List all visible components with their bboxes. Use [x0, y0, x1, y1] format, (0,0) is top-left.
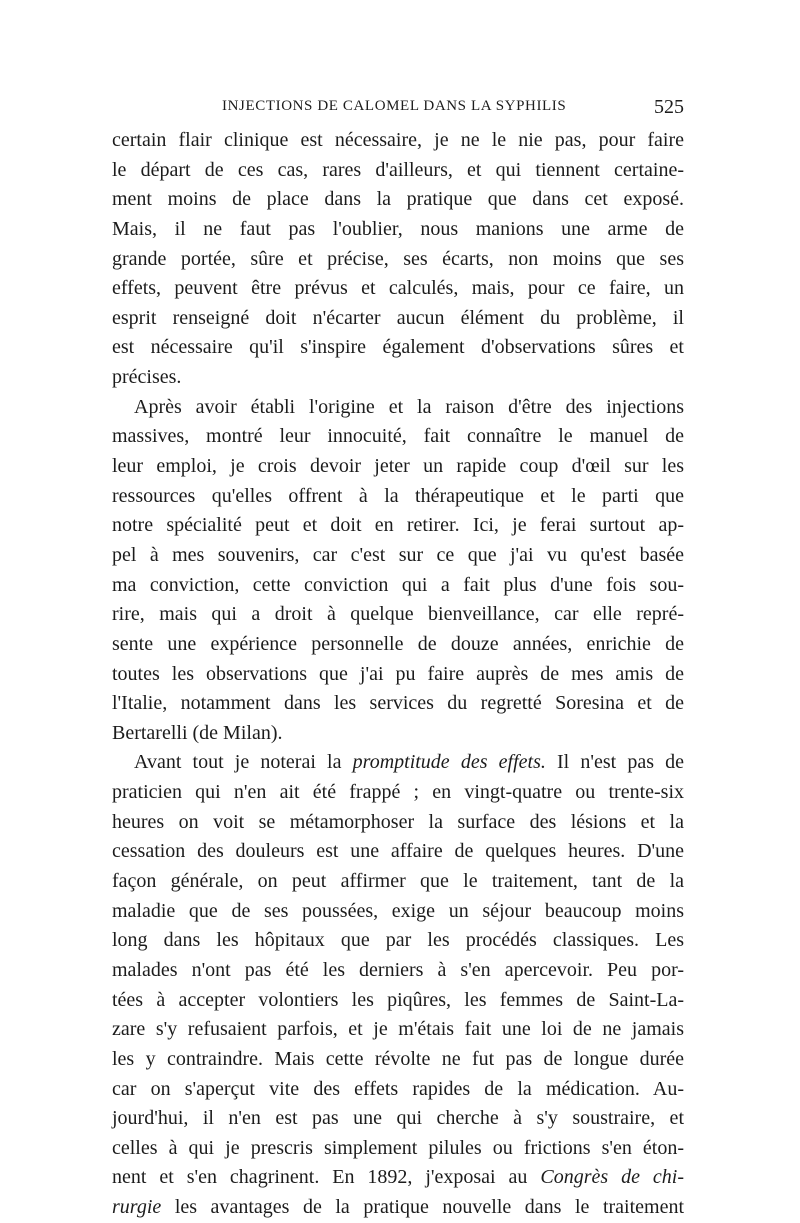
text-run: les avantages de la pratique nouvelle dans le traitement [174, 1196, 685, 1219]
text-line: zare s'y refusaient parfois, et je m'étais fait une loi de ne jamais [112, 1018, 684, 1041]
text-line: ressources qu'elles offrent à la thérapeutique et le parti que [112, 484, 684, 507]
text-line: celles à qui je prescris simplement pilules ou frictions s'en éton- [112, 1136, 684, 1159]
running-head [112, 96, 684, 120]
text-line: pel à mes souvenirs, car c'est sur ce que j'ai vu qu'est basée [112, 543, 684, 566]
text-line [112, 748, 684, 778]
italic-phrase: rurgie [112, 1196, 162, 1219]
text-line: ma conviction, cette conviction qui a fait plus d'une fois sou- [112, 573, 684, 596]
text-line: notre spécialité peut et doit en retirer. Ici, je ferai surtout ap- [112, 514, 684, 537]
text-line: rire, mais qui a droit à quelque bienveillance, car elle repré- [112, 603, 684, 626]
text-line: est nécessaire qu'il s'inspire également d'observations sûres et [112, 336, 684, 359]
text-line: les y contraindre. Mais cette révolte ne fut pas de longue durée [112, 1047, 684, 1070]
text-line [112, 1193, 684, 1223]
page-number: 525 [654, 96, 684, 118]
text-line: long dans les hôpitaux que par les procédés classiques. Les [112, 929, 684, 952]
text-line: ment moins de place dans la pratique que dans cet exposé. [112, 188, 684, 211]
paragraph-2 [112, 393, 684, 749]
text-line: tées à accepter volontiers les piqûres, les femmes de Saint-La- [112, 988, 684, 1011]
text-line: cessation des douleurs est une affaire de quelques heures. D'une [112, 840, 684, 863]
text-run: Il n'est pas de [557, 751, 685, 774]
italic-phrase: Congrès de chi- [540, 1166, 684, 1189]
text-line: Après avoir établi l'origine et la raison d'être des injections [134, 395, 684, 418]
italic-phrase: promptitude des effets. [352, 751, 546, 774]
text-line: leur emploi, je crois devoir jeter un rapide coup d'œil sur les [112, 455, 684, 478]
text-line [112, 1163, 684, 1193]
text-line: façon générale, on peut affirmer que le traitement, tant de la [112, 870, 684, 893]
text-run: Avant tout je noterai la [134, 751, 342, 774]
text-line: heures on voit se métamorphoser la surface des lésions et la [112, 810, 684, 833]
text-line: jourd'hui, il n'en est pas une qui cherche à s'y soustraire, et [112, 1107, 684, 1130]
body-text [112, 126, 684, 1223]
paragraph-1 [112, 126, 684, 393]
paragraph-3 [112, 748, 684, 1222]
text-line: le départ de ces cas, rares d'ailleurs, et qui tiennent certaine- [112, 158, 684, 181]
text-line: maladie que de ses poussées, exige un séjour beaucoup moins [112, 899, 684, 922]
text-line: sente une expérience personnelle de douze années, enrichie de [112, 632, 684, 655]
text-line: toutes les observations que j'ai pu faire auprès de mes amis de [112, 662, 684, 685]
text-line: malades n'ont pas été les derniers à s'en apercevoir. Peu por- [112, 958, 684, 981]
text-line: car on s'aperçut vite des effets rapides de la médication. Au- [112, 1077, 684, 1100]
text-line: massives, montré leur innocuité, fait connaître le manuel de [112, 425, 684, 448]
text-line: effets, peuvent être prévus et calculés, mais, pour ce faire, un [112, 277, 684, 300]
text-line: certain flair clinique est nécessaire, je ne le nie pas, pour faire [112, 129, 684, 151]
running-title: INJECTIONS DE CALOMEL DANS LA SYPHILIS [222, 98, 567, 114]
text-line: Bertarelli (de Milan). [112, 721, 283, 744]
text-line: Mais, il ne faut pas l'oublier, nous manions une arme de [112, 217, 684, 240]
text-line: esprit renseigné doit n'écarter aucun élément du problème, il [112, 306, 684, 329]
text-line: praticien qui n'en ait été frappé ; en vingt-quatre ou trente-six [112, 781, 684, 804]
text-line: grande portée, sûre et précise, ses écarts, non moins que ses [112, 247, 684, 270]
text-line: précises. [112, 366, 182, 389]
text-line: l'Italie, notamment dans les services du regretté Soresina et de [112, 692, 684, 715]
text-run: nent et s'en chagrinent. En 1892, j'exposai au [112, 1166, 528, 1189]
